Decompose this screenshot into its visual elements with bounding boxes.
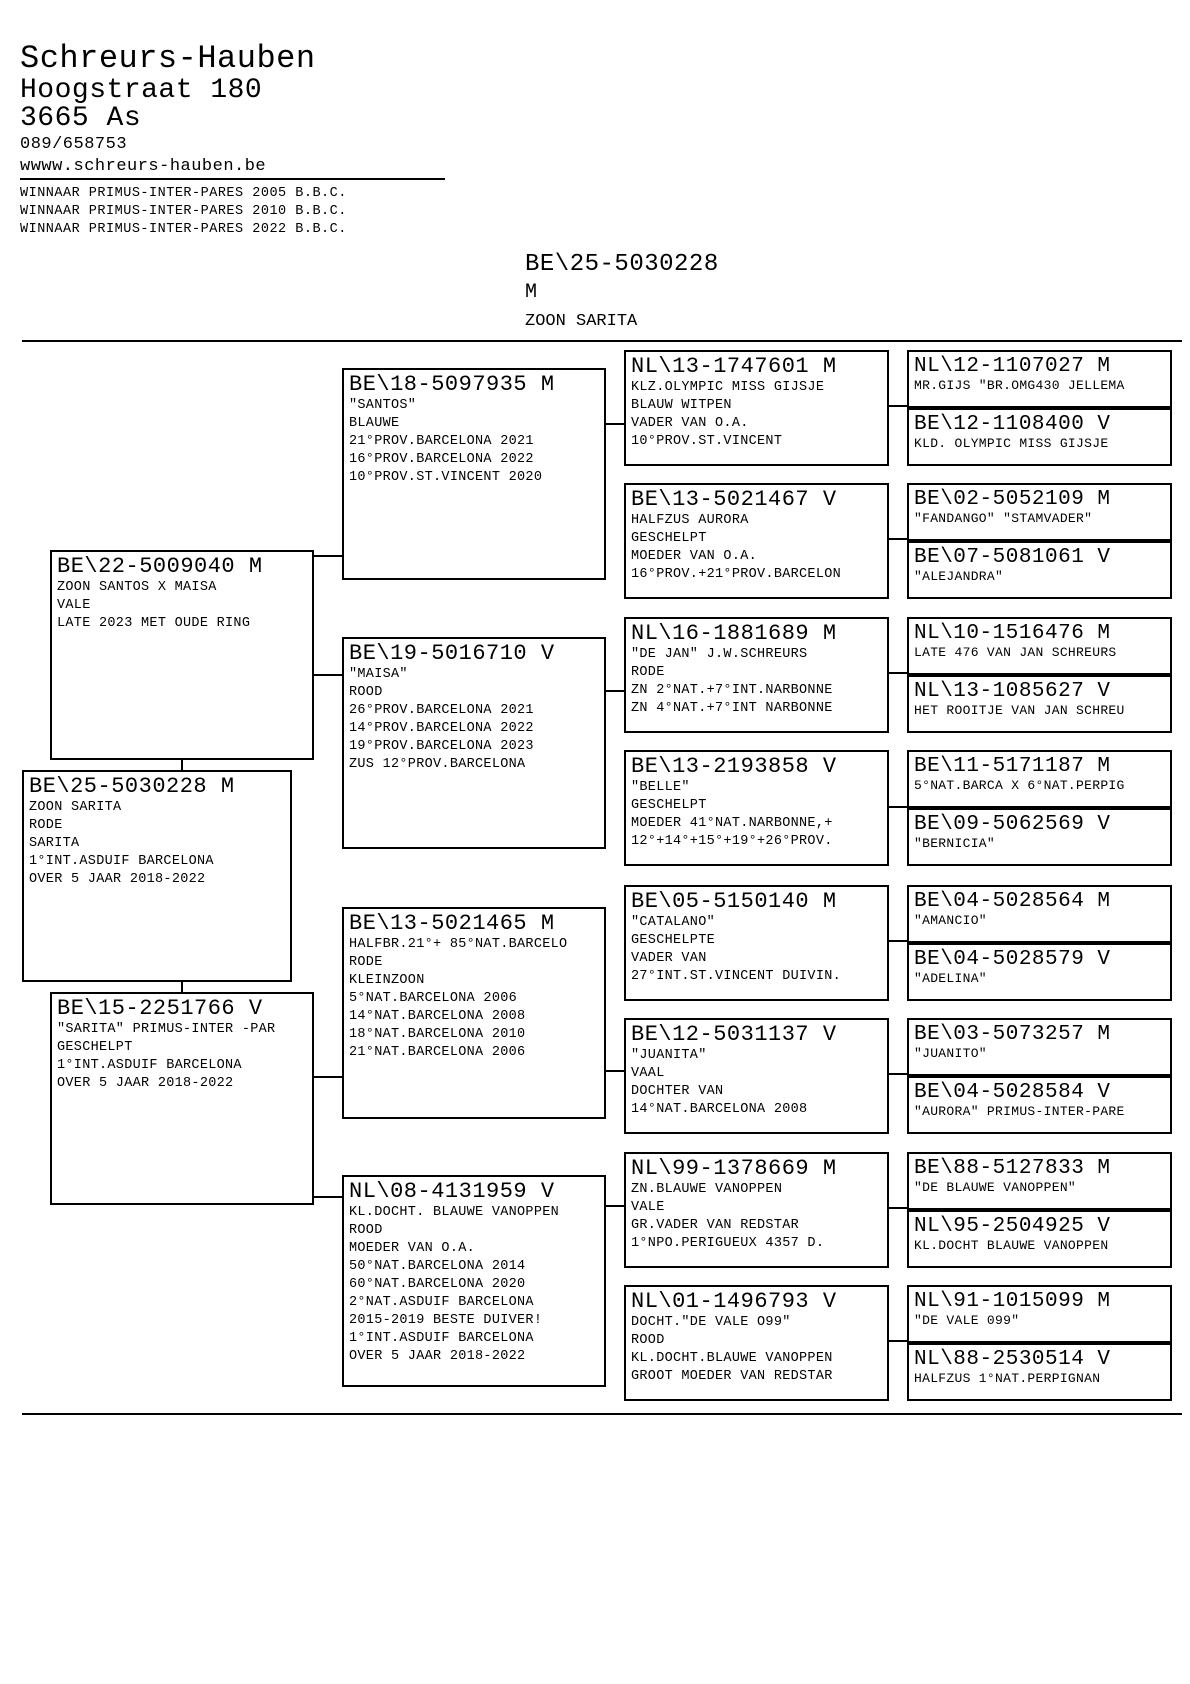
detail-line: KL.DOCHT.BLAUWE VANOPPEN (631, 1351, 833, 1366)
ancestor-card[interactable] (907, 408, 1172, 466)
detail-line: 2°NAT.ASDUIF BARCELONA (349, 1295, 534, 1310)
detail-line: 14°NAT.BARCELONA 2008 (631, 1102, 808, 1117)
connector-line (604, 690, 626, 692)
ring-number: BE\12-5031137 V (631, 1022, 837, 1047)
detail-line: 21°NAT.BARCELONA 2006 (349, 1045, 526, 1060)
owner-title: WINNAAR PRIMUS-INTER-PARES 2022 B.B.C. (20, 222, 347, 237)
detail-line: "BERNICIA" (914, 836, 996, 851)
detail-line: ROOD (349, 1223, 383, 1238)
detail-line: DOCHTER VAN (631, 1084, 724, 1099)
detail-line: MOEDER VAN O.A. (349, 1241, 476, 1256)
header-divider (20, 178, 445, 180)
detail-line: "ADELINA" (914, 971, 987, 986)
detail-line: KLD. OLYMPIC MISS GIJSJE (914, 436, 1109, 451)
detail-line: "CATALANO" (631, 915, 716, 930)
ancestor-card[interactable] (907, 1076, 1172, 1134)
detail-line: 18°NAT.BARCELONA 2010 (349, 1027, 526, 1042)
great-grandparent-card[interactable] (624, 350, 889, 466)
detail-line: "DE BLAUWE VANOPPEN" (914, 1180, 1077, 1195)
connector-line (604, 423, 626, 425)
connector-line (312, 674, 344, 676)
ancestor-card[interactable] (907, 483, 1172, 541)
ring-number: NL\13-1085627 V (914, 680, 1111, 703)
grandparent-card[interactable] (342, 637, 606, 849)
connector-line (887, 672, 909, 674)
ring-number: NL\10-1516476 M (914, 622, 1111, 645)
detail-line: 10°PROV.ST.VINCENT (631, 434, 783, 449)
detail-line: ZN 4°NAT.+7°INT NARBONNE (631, 701, 833, 716)
owner-title: WINNAAR PRIMUS-INTER-PARES 2005 B.B.C. (20, 186, 347, 201)
ring-number: BE\04-5028579 V (914, 948, 1111, 971)
detail-line: 60°NAT.BARCELONA 2020 (349, 1277, 526, 1292)
detail-line: DOCHT."DE VALE O99" (631, 1315, 791, 1330)
detail-line: ZOON SARITA (29, 800, 122, 815)
owner-name: Schreurs-Hauben (20, 40, 316, 77)
detail-line: VADER VAN O.A. (631, 416, 749, 431)
detail-line: SARITA (29, 836, 80, 851)
detail-line: 2015-2019 BESTE DUIVER! (349, 1313, 543, 1328)
ancestor-card[interactable] (907, 617, 1172, 675)
great-grandparent-card[interactable] (624, 750, 889, 866)
detail-line: RODE (29, 818, 63, 833)
sire-card[interactable] (50, 550, 314, 760)
connector-line (312, 555, 344, 557)
ancestor-card[interactable] (907, 1210, 1172, 1268)
ring-number: NL\99-1378669 M (631, 1156, 837, 1181)
subject-card[interactable] (22, 770, 292, 982)
detail-line: 16°PROV.+21°PROV.BARCELON (631, 567, 842, 582)
detail-line: VAAL (631, 1066, 665, 1081)
detail-line: KL.DOCHT. BLAUWE VANOPPEN (349, 1205, 560, 1220)
detail-line: 10°PROV.ST.VINCENT 2020 (349, 470, 543, 485)
detail-line: VALE (57, 598, 91, 613)
detail-line: 14°NAT.BARCELONA 2008 (349, 1009, 526, 1024)
detail-line: GESCHELPTE (631, 933, 716, 948)
ring-number: NL\88-2530514 V (914, 1348, 1111, 1371)
ring-number: BE\04-5028584 V (914, 1081, 1111, 1104)
ancestor-card[interactable] (907, 541, 1172, 599)
detail-line: LATE 476 VAN JAN SCHREURS (914, 645, 1117, 660)
detail-line: ZN 2°NAT.+7°INT.NARBONNE (631, 683, 833, 698)
ancestor-card[interactable] (907, 750, 1172, 808)
ring-number: BE\02-5052109 M (914, 488, 1111, 511)
ancestor-card[interactable] (907, 675, 1172, 733)
owner-phone: 089/658753 (20, 135, 128, 154)
detail-line: 50°NAT.BARCELONA 2014 (349, 1259, 526, 1274)
detail-line: HALFBR.21°+ 85°NAT.BARCELO (349, 937, 568, 952)
detail-line: "JUANITO" (914, 1046, 987, 1061)
ring-number: BE\05-5150140 M (631, 889, 837, 914)
ring-number: BE\07-5081061 V (914, 546, 1111, 569)
detail-line: GESCHELPT (631, 798, 707, 813)
detail-line: KLEINZOON (349, 973, 425, 988)
ring-number: BE\13-5021467 V (631, 487, 837, 512)
detail-line: RODE (631, 665, 665, 680)
detail-line: KL.DOCHT BLAUWE VANOPPEN (914, 1238, 1109, 1253)
ancestor-card[interactable] (907, 943, 1172, 1001)
connector-line (887, 1340, 909, 1342)
ancestor-card[interactable] (907, 885, 1172, 943)
detail-line: 16°PROV.BARCELONA 2022 (349, 452, 534, 467)
detail-line: 1°INT.ASDUIF BARCELONA (29, 854, 214, 869)
detail-line: 21°PROV.BARCELONA 2021 (349, 434, 534, 449)
ring-number: NL\91-1015099 M (914, 1290, 1111, 1313)
ring-number: BE\19-5016710 V (349, 641, 555, 666)
connector-line (604, 1070, 626, 1072)
ring-number: BE\11-5171187 M (914, 755, 1111, 778)
bottom-rule (22, 1413, 1182, 1415)
detail-line: HET ROOITJE VAN JAN SCHREU (914, 703, 1125, 718)
ring-number: BE\25-5030228 M (29, 774, 235, 799)
detail-line: 1°INT.ASDUIF BARCELONA (57, 1058, 242, 1073)
detail-line: "ALEJANDRA" (914, 569, 1004, 584)
detail-line: GROOT MOEDER VAN REDSTAR (631, 1369, 833, 1384)
detail-line: "BELLE" (631, 780, 690, 795)
subject-name: ZOON SARITA (525, 312, 638, 331)
detail-line: OVER 5 JAAR 2018-2022 (57, 1076, 234, 1091)
connector-line (887, 1073, 909, 1075)
detail-line: LATE 2023 MET OUDE RING (57, 616, 251, 631)
detail-line: BLAUWE (349, 416, 400, 431)
ancestor-card[interactable] (907, 350, 1172, 408)
connector-line (312, 1196, 344, 1198)
ring-number: BE\13-2193858 V (631, 754, 837, 779)
ring-number: BE\04-5028564 M (914, 890, 1111, 913)
detail-line: VADER VAN (631, 951, 707, 966)
detail-line: ZN.BLAUWE VANOPPEN (631, 1182, 783, 1197)
ring-number: BE\15-2251766 V (57, 996, 263, 1021)
detail-line: BLAUW WITPEN (631, 398, 732, 413)
detail-line: MOEDER VAN O.A. (631, 549, 758, 564)
detail-line: MOEDER 41°NAT.NARBONNE,+ (631, 816, 833, 831)
owner-title: WINNAAR PRIMUS-INTER-PARES 2010 B.B.C. (20, 204, 347, 219)
ancestor-card[interactable] (907, 1152, 1172, 1210)
ring-number: NL\95-2504925 V (914, 1215, 1111, 1238)
ring-number: BE\88-5127833 M (914, 1157, 1111, 1180)
detail-line: ROOD (631, 1333, 665, 1348)
ring-number: NL\16-1881689 M (631, 621, 837, 646)
detail-line: VALE (631, 1200, 665, 1215)
detail-line: 27°INT.ST.VINCENT DUIVIN. (631, 969, 842, 984)
ancestor-card[interactable] (907, 1285, 1172, 1343)
ring-number: BE\09-5062569 V (914, 813, 1111, 836)
detail-line: 12°+14°+15°+19°+26°PROV. (631, 834, 833, 849)
great-grandparent-card[interactable] (624, 1285, 889, 1401)
ancestor-card[interactable] (907, 808, 1172, 866)
detail-line: HALFZUS 1°NAT.PERPIGNAN (914, 1371, 1101, 1386)
connector-line (887, 806, 909, 808)
subject-sex: M (525, 281, 538, 304)
detail-line: OVER 5 JAAR 2018-2022 (29, 872, 206, 887)
detail-line: ROOD (349, 685, 383, 700)
detail-line: 5°NAT.BARCA X 6°NAT.PERPIG (914, 778, 1125, 793)
great-grandparent-card[interactable] (624, 1018, 889, 1134)
detail-line: "SARITA" PRIMUS-INTER -PAR (57, 1022, 276, 1037)
great-grandparent-card[interactable] (624, 617, 889, 733)
connector-line (887, 940, 909, 942)
owner-street: Hoogstraat 180 (20, 75, 263, 106)
connector-line (887, 405, 909, 407)
detail-line: "DE VALE 099" (914, 1313, 1020, 1328)
detail-line: 1°NPO.PERIGUEUX 4357 D. (631, 1236, 825, 1251)
ring-number: BE\13-5021465 M (349, 911, 555, 936)
detail-line: "AMANCIO" (914, 913, 987, 928)
great-grandparent-card[interactable] (624, 885, 889, 1001)
subject-ring: BE\25-5030228 (525, 251, 719, 278)
ring-number: NL\12-1107027 M (914, 355, 1111, 378)
detail-line: HALFZUS AURORA (631, 513, 749, 528)
grandparent-card[interactable] (342, 907, 606, 1119)
detail-line: GR.VADER VAN REDSTAR (631, 1218, 800, 1233)
connector-line (887, 538, 909, 540)
detail-line: 5°NAT.BARCELONA 2006 (349, 991, 518, 1006)
ring-number: BE\18-5097935 M (349, 372, 555, 397)
connector-line (312, 1076, 344, 1078)
detail-line: GESCHELPT (57, 1040, 133, 1055)
detail-line: 1°INT.ASDUIF BARCELONA (349, 1331, 534, 1346)
connector-line (604, 1205, 626, 1207)
great-grandparent-card[interactable] (624, 1152, 889, 1268)
detail-line: "MAISA" (349, 667, 408, 682)
connector-line (887, 1207, 909, 1209)
owner-city: 3665 As (20, 103, 142, 134)
detail-line: "FANDANGO" "STAMVADER" (914, 511, 1093, 526)
detail-line: MR.GIJS "BR.OMG430 JELLEMA (914, 378, 1125, 393)
ring-number: NL\13-1747601 M (631, 354, 837, 379)
great-grandparent-card[interactable] (624, 483, 889, 599)
detail-line: "SANTOS" (349, 398, 417, 413)
ring-number: BE\22-5009040 M (57, 554, 263, 579)
dam-card[interactable] (50, 992, 314, 1205)
detail-line: 26°PROV.BARCELONA 2021 (349, 703, 534, 718)
ancestor-card[interactable] (907, 1343, 1172, 1401)
detail-line: "DE JAN" J.W.SCHREURS (631, 647, 808, 662)
detail-line: OVER 5 JAAR 2018-2022 (349, 1349, 526, 1364)
detail-line: 19°PROV.BARCELONA 2023 (349, 739, 534, 754)
detail-line: "JUANITA" (631, 1048, 707, 1063)
ring-number: BE\03-5073257 M (914, 1023, 1111, 1046)
grandparent-card[interactable] (342, 368, 606, 580)
ancestor-card[interactable] (907, 1018, 1172, 1076)
detail-line: "AURORA" PRIMUS-INTER-PARE (914, 1104, 1125, 1119)
ring-number: NL\01-1496793 V (631, 1289, 837, 1314)
grandparent-card[interactable] (342, 1175, 606, 1387)
detail-line: ZUS 12°PROV.BARCELONA (349, 757, 526, 772)
owner-website[interactable]: wwww.schreurs-hauben.be (20, 157, 267, 176)
detail-line: KLZ.OLYMPIC MISS GIJSJE (631, 380, 825, 395)
top-rule (22, 340, 1182, 342)
ring-number: NL\08-4131959 V (349, 1179, 555, 1204)
ring-number: BE\12-1108400 V (914, 413, 1111, 436)
detail-line: GESCHELPT (631, 531, 707, 546)
detail-line: RODE (349, 955, 383, 970)
detail-line: 14°PROV.BARCELONA 2022 (349, 721, 534, 736)
detail-line: ZOON SANTOS X MAISA (57, 580, 217, 595)
